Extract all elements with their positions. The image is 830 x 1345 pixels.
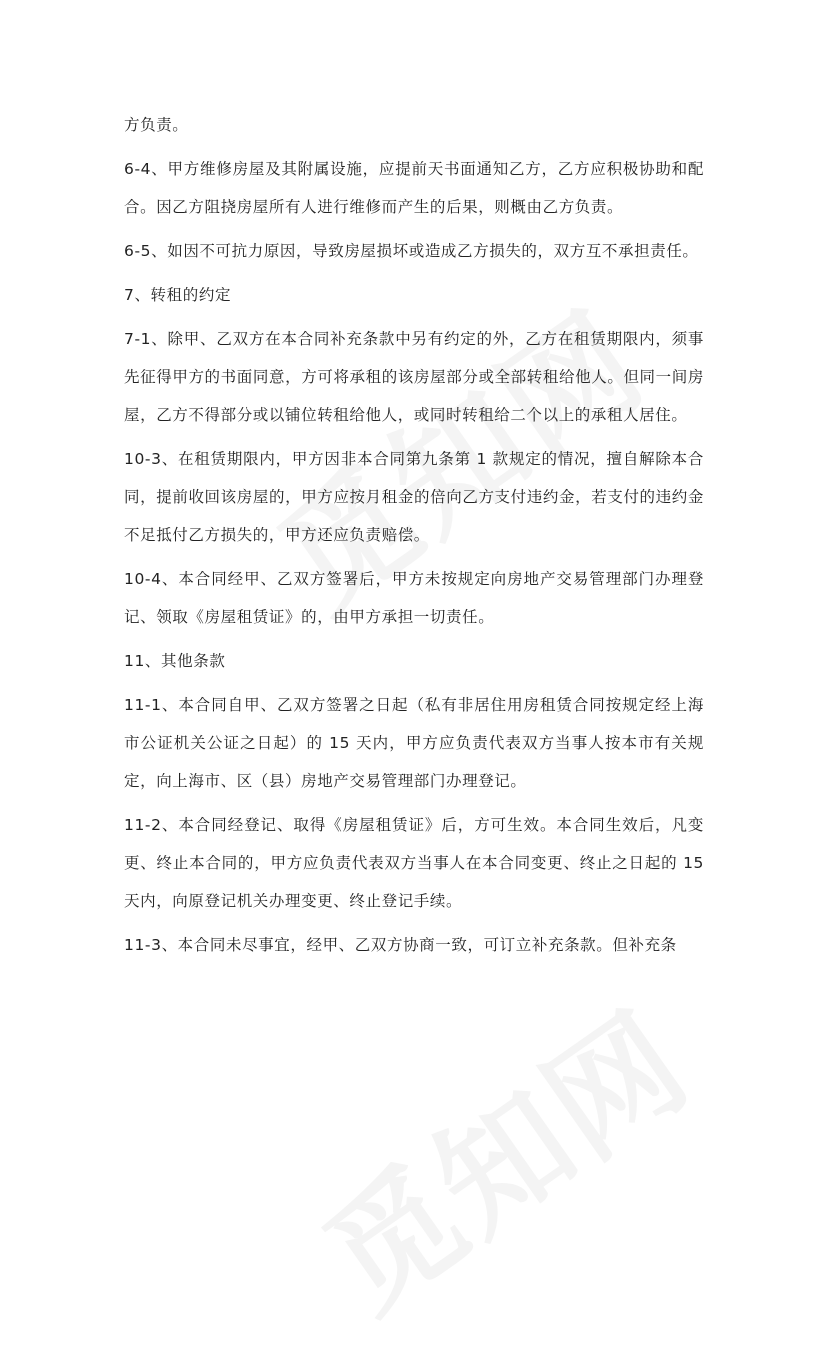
clause-10-4: 10-4、本合同经甲、乙双方签署后，甲方未按规定向房地产交易管理部门办理登记、领取《房屋租赁证》的，由甲方承担一切责任。 [124,570,704,626]
watermark [283,962,720,1345]
paragraph-continuation: 方负责。 [124,116,189,134]
clause-6-4: 6-4、甲方维修房屋及其附属设施，应提前天书面通知乙方，乙方应积极协助和配合。因乙方阻挠房屋所有人进行维修而产生的后果，则概由乙方负责。 [124,160,704,216]
clause-6-5: 6-5、如因不可抗力原因，导致房屋损坏或造成乙方损失的，双方互不承担责任。 [124,242,699,260]
section-heading-11: 11、其他条款 [124,652,226,670]
document-body [124,106,704,970]
clause-11-1: 11-1、本合同自甲、乙双方签署之日起（私有非居住用房租赁合同按规定经上海市公证机关公证之日起）的 15 天内，甲方应负责代表双方当事人按本市有关规定，向上海市、区（县）房地产交易管理部门办理登记。 [124,696,704,790]
clause-11-3: 11-3、本合同未尽事宜，经甲、乙双方协商一致，可订立补充条款。但补充条 [124,936,677,954]
section-heading-7: 7、转租的约定 [124,286,232,304]
clause-7-1: 7-1、除甲、乙双方在本合同补充条款中另有约定的外，乙方在租赁期限内，须事先征得甲方的书面同意，方可将承租的该房屋部分或全部转租给他人。但同一间房屋，乙方不得部分或以铺位转租给他人，或同时转租给二个以上的承租人居住。 [124,330,704,424]
clause-11-2: 11-2、本合同经登记、取得《房屋租赁证》后，方可生效。本合同生效后，凡变更、终止本合同的，甲方应负责代表双方当事人在本合同变更、终止之日起的 15 天内，向原登记机关办理变更、终止登记手续。 [124,816,704,910]
clause-10-3: 10-3、在租赁期限内，甲方因非本合同第九条第 1 款规定的情况，擅自解除本合同，提前收回该房屋的，甲方应按月租金的倍向乙方支付违约金，若支付的违约金不足抵付乙方损失的，甲方还应负责赔偿。 [124,450,704,544]
